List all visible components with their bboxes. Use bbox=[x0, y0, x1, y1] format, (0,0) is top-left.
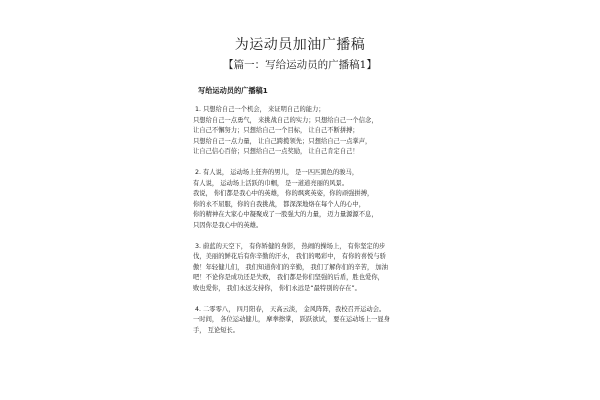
paragraph-line: 吧！不论你是成功还是失败， 我们都是你们坚强的后盾，胜也爱你， bbox=[193, 274, 384, 282]
paragraph-line: 败也爱你， 我们永远支持你， 你们永远是“最特别的存在”。 bbox=[193, 284, 361, 292]
document-body bbox=[193, 86, 418, 346]
paragraph-line: 伐，美丽的鲜花后有你辛勤的汗水， 我们的喝彩中， 有你的喜悦与骄 bbox=[193, 253, 386, 261]
paragraph-line: 我说， 你们都是我心中的英雄， 你的飒爽英姿，你的顽强拼搏， bbox=[193, 190, 374, 198]
paragraph-line: 只因你是我心中的英雄。 bbox=[193, 221, 263, 229]
paragraph-line: 傲！年轻健儿们， 我们知道你们的辛勤， 我们了解你们的辛苦， 加油 bbox=[193, 263, 388, 271]
paragraph-line: 一时间， 各位运动健儿， 摩拳擦掌， 跃跃欲试， 要在运动场上一显身 bbox=[193, 316, 390, 324]
paragraph-line: 让自己不懈努力；只想给自己一个目标， 让自己不断拼搏； bbox=[193, 127, 359, 135]
paragraph-line: 2. 有人说， 运动场上狂奔的男儿， 是一匹匹黑色的骏马， bbox=[195, 168, 359, 176]
paragraph-line: 只想给自己一点勇气， 来挑战自己的实力；只想给自己一个信念， bbox=[193, 116, 378, 124]
paragraph-4 bbox=[193, 305, 418, 337]
paragraph-line: 3. 蔚蓝的天空下， 有你矫健的身影， 热闹的操场上， 有你坚定的步 bbox=[195, 242, 386, 250]
paragraph-line: 4. 二零零八， 四月阳春， 天高云淡， 金风阵阵，我校召开运动会。 bbox=[195, 305, 386, 313]
paragraph-1 bbox=[193, 105, 418, 158]
paragraph-3 bbox=[193, 242, 418, 295]
paragraph-line: 你的永不屈服，你的自我挑战， 都深深地烙在每个人的心中， bbox=[193, 200, 366, 208]
section-heading: 写给运动员的广播稿1 bbox=[198, 86, 268, 95]
paragraph-line: 让自己信心百倍；只想给自己一点奖励， 让自己肯定自己！ bbox=[193, 148, 359, 156]
paragraph-line: 只想给自己一点力量， 让自己跨揽领先；只想给自己一点掌声， bbox=[193, 137, 372, 145]
document-subtitle: 【篇一：写给运动员的广播稿1】 bbox=[223, 59, 377, 71]
paragraph-2 bbox=[193, 168, 418, 232]
paragraph-line: 手， 互论短长。 bbox=[193, 326, 240, 334]
paragraph-line: 你的精神在大家心中凝聚成了一股强大的力量， 迈力量源源不息， bbox=[193, 211, 378, 219]
paragraph-line: 有人说， 运动场上活跃的巾帼， 是一道道亮丽的风景。 bbox=[193, 179, 349, 187]
paragraph-line: 1. 只想给自己一个机会， 来证明自己的能力； bbox=[195, 106, 325, 113]
document-title: 为运动员加油广播稿 bbox=[234, 37, 366, 53]
